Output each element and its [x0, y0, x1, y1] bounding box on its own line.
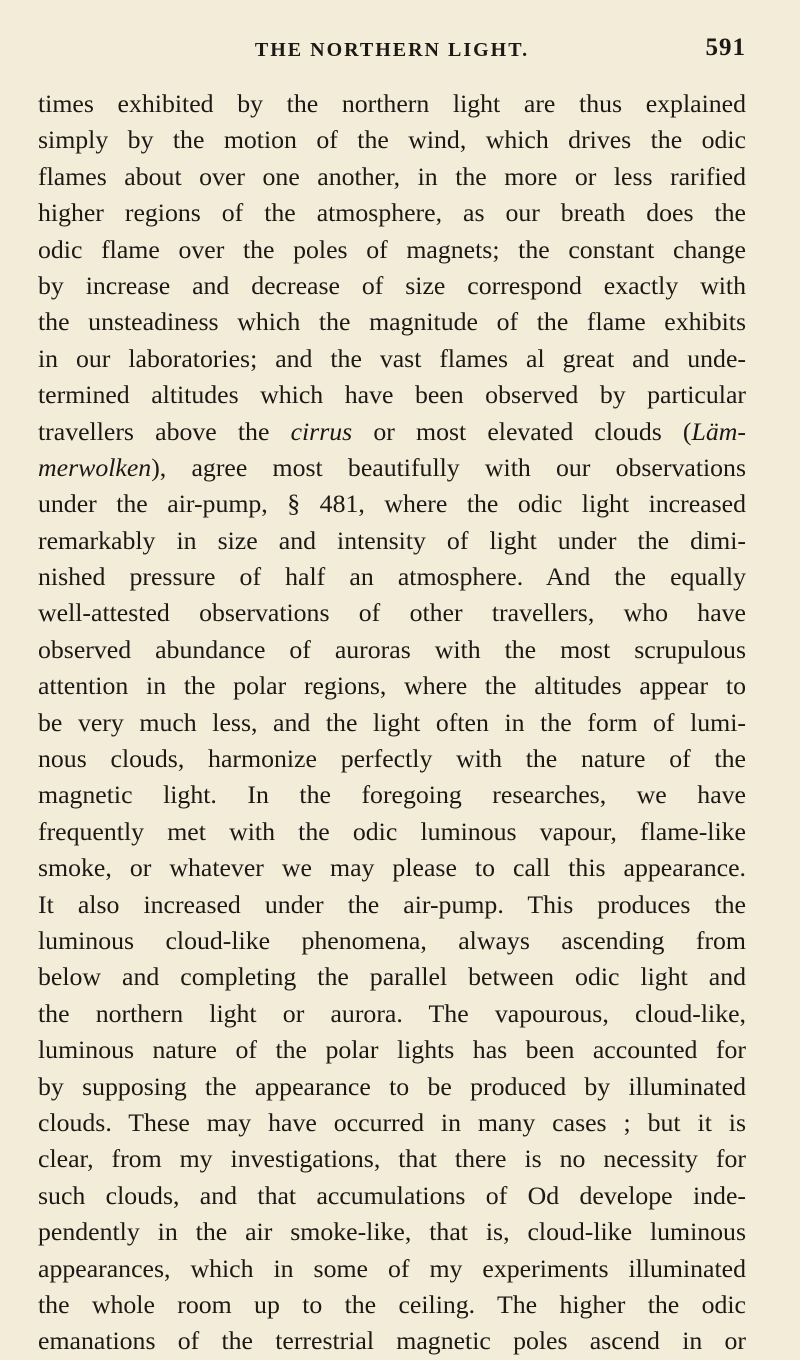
text-segment: travellers above the	[38, 416, 291, 446]
text-line: attention in the polar regions, where the altitudes appear to	[38, 671, 746, 701]
text-line: pendently in the air smoke-like, that is, cloud-like luminous	[38, 1217, 746, 1247]
text-line: the unsteadiness which the magnitude of the flame exhibits	[38, 307, 746, 337]
text-line: smoke, or whatever we may please to call this appearance.	[38, 853, 746, 883]
text-line: such clouds, and that accumulations of Od develope inde-	[38, 1180, 746, 1210]
text-line: It also increased under the air-pump. This produces the	[38, 889, 746, 919]
text-segment: ), agree most beautifully with our observations	[151, 452, 746, 482]
text-line: in our laboratories; and the vast flames al great and unde-	[38, 343, 746, 373]
text-line: by supposing the appearance to be produced by illuminated	[38, 1071, 746, 1101]
text-line: appearances, which in some of my experiments illuminated	[38, 1253, 746, 1283]
italic-term: merwolken	[38, 452, 152, 482]
text-line: higher regions of the atmosphere, as our breath does the	[38, 198, 746, 228]
text-line: nous clouds, harmonize perfectly with the nature of the	[38, 744, 746, 774]
running-title: THE NORTHERN LIGHT.	[254, 39, 530, 61]
running-head	[38, 0, 746, 60]
italic-term: cirrus	[290, 416, 353, 446]
text-line: frequently met with the odic luminous vapour, flame-like	[38, 816, 746, 846]
text-line: clear, from my investigations, that there is no necessity for	[38, 1144, 746, 1174]
text-line: times exhibited by the northern light are thus explained	[38, 89, 746, 118]
text-line: termined altitudes which have been observed by particular	[38, 380, 746, 410]
text-line: simply by the motion of the wind, which drives the odic	[38, 125, 746, 155]
text-line: the whole room up to the ceiling. The higher the odic	[38, 1289, 746, 1319]
text-line: flames about over one another, in the more or less rarified	[38, 161, 746, 191]
text-line: observed abundance of auroras with the most scrupulous	[38, 634, 746, 664]
text-line	[38, 414, 746, 450]
text-line: below and completing the parallel between odic light and	[38, 962, 746, 992]
text-line: luminous cloud-like phenomena, always ascending from	[38, 925, 746, 955]
italic-term: Läm-	[691, 416, 746, 446]
text-line: luminous nature of the polar lights has been accounted for	[38, 1035, 746, 1065]
text-line: the northern light or aurora. The vapourous, cloud-like,	[38, 998, 746, 1028]
text-line: odic flame over the poles of magnets; the constant change	[38, 234, 746, 264]
text-line: nished pressure of half an atmosphere. And the equally	[38, 562, 746, 592]
body-text	[38, 86, 746, 1360]
page-number: 591	[705, 34, 746, 61]
text-line: remarkably in size and intensity of light under the dimi-	[38, 525, 746, 555]
text-line	[38, 450, 746, 486]
text-line: magnetic light. In the foregoing researches, we have	[38, 780, 746, 810]
text-line: be very much less, and the light often in the form of lumi-	[38, 707, 746, 737]
text-line: under the air-pump, § 481, where the odic light increased	[38, 489, 746, 519]
text-line: emanations of the terrestrial magnetic poles ascend in or	[38, 1326, 746, 1356]
text-segment: or most elevated clouds (	[352, 416, 692, 446]
text-line: by increase and decrease of size correspond exactly with	[38, 270, 746, 300]
text-line: well-attested observations of other travellers, who have	[38, 598, 746, 628]
text-line: clouds. These may have occurred in many cases ; but it is	[38, 1107, 746, 1137]
